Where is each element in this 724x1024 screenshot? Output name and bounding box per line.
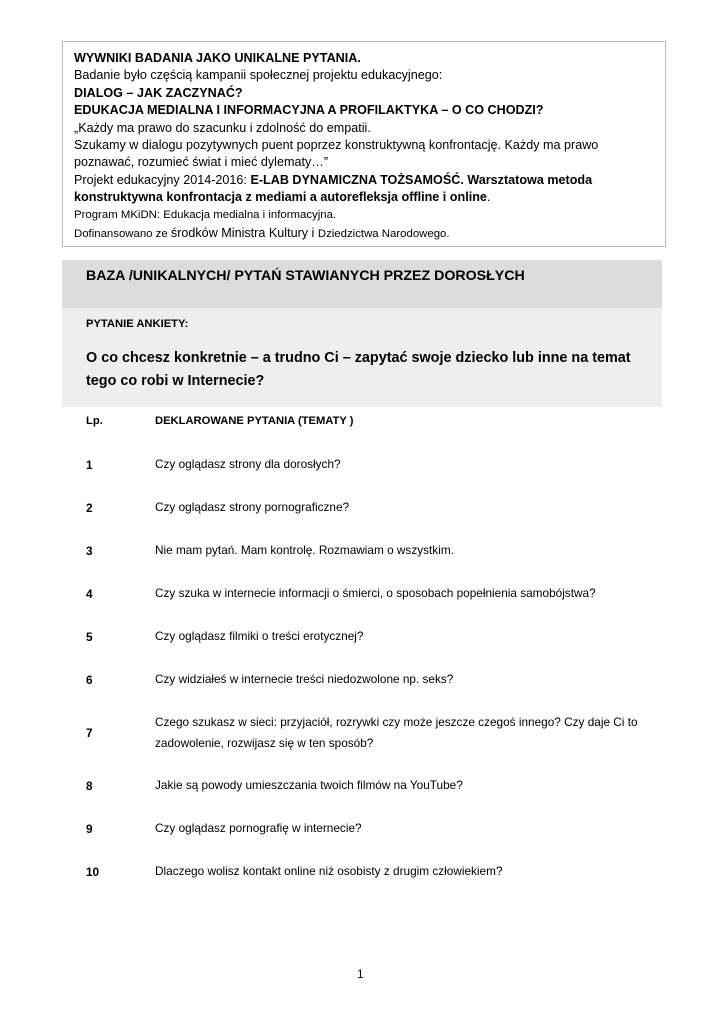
intro-program: Program MKiDN: Edukacja medialna i informacyjna. [74,208,337,221]
row-question: Czego szukasz w sieci: przyjaciół, rozrywki czy może jeszcze czegoś innego? Czy daje Ci to zadowolenie, rozwijasz się w ten sposób? [155,715,638,750]
row-question: Czy widziałeś w internecie treści niedozwolone np. seks? [155,672,454,686]
row-question: Czy oglądasz pornografię w internecie? [155,821,362,835]
survey-question-label: PYTANIE ANKIETY: [86,318,189,330]
row-number: 10 [86,865,100,879]
funding-b: środków Ministra Kultury i [170,225,318,240]
intro-campaign-line: Badanie było częścią kampanii społecznej projektu edukacyjnego: [74,68,443,83]
row-question: Nie mam pytań. Mam kontrolę. Rozmawiam o wszystkim. [155,543,454,557]
intro-box [62,41,666,247]
funding-a: Dofinansowano ze [74,227,171,240]
row-question: Czy oglądasz strony pornograficzne? [155,500,350,514]
intro-education-title: EDUKACJA MEDIALNA I INFORMACYJNA A PROFILAKTYKA – O CO CHODZI? [74,103,544,118]
row-question: Czy oglądasz filmiki o treści erotycznej? [155,629,364,643]
row-number: 5 [86,630,93,644]
row-number: 7 [86,726,93,740]
intro-quote-line-1: „Każdy ma prawo do szacunku i zdolność do empatii. [74,120,371,135]
page-number: 1 [357,967,364,981]
project-name-cont: konstruktywna konfrontacja z mediami a autorefleksja offline i online [74,190,487,205]
row-number: 3 [86,544,93,558]
intro-heading: WYWNIKI BADANIA JAKO UNIKALNE PYTANIA. [74,51,361,65]
intro-dialog-title: DIALOG – JAK ZACZYNAĆ? [74,85,243,100]
section-title: BAZA /UNIKALNYCH/ PYTAŃ STAWIANYCH PRZEZ DOROSŁYCH [86,268,525,284]
row-number: 2 [86,501,93,515]
row-question: Dlaczego wolisz kontakt online niż osobisty z drugim człowiekiem? [155,864,503,878]
survey-question: O co chcesz konkretnie – a trudno Ci – zapytać swoje dziecko lub inne na temat tego co robi w Internecie? [86,350,631,389]
row-question: Jakie są powody umieszczania twoich filmów na YouTube? [155,778,463,792]
intro-project-line-2 [74,189,654,206]
row-question: Czy szuka w internecie informacji o śmierci, o sposobach popełnienia samobójstwa? [155,586,596,600]
funding-c: Dziedzictwa Narodowego. [317,227,450,240]
row-number: 4 [86,587,93,601]
column-header-questions: DEKLAROWANE PYTANIA (TEMATY ) [155,415,354,427]
row-question: Czy oglądasz strony dla dorosłych? [155,457,341,471]
intro-funding [74,224,654,244]
column-header-lp: Lp. [86,415,103,427]
row-number: 1 [86,458,93,472]
project-prefix: Projekt edukacyjny 2014-2016: [74,172,251,187]
intro-quote-line-3: poznawać, rozumieć świat i mieć dylematy…” [74,155,329,170]
intro-project-line [74,172,654,189]
project-name-end: . [486,190,491,205]
row-number: 8 [86,779,93,793]
row-number: 6 [86,673,93,687]
project-name: E-LAB DYNAMICZNA TOŻSAMOŚĆ. Warsztatowa metoda [250,172,593,187]
row-number: 9 [86,822,93,836]
intro-quote-line-2: Szukamy w dialogu pozytywnych puent poprzez konstruktywną konfrontację. Każdy ma prawo [74,138,599,153]
